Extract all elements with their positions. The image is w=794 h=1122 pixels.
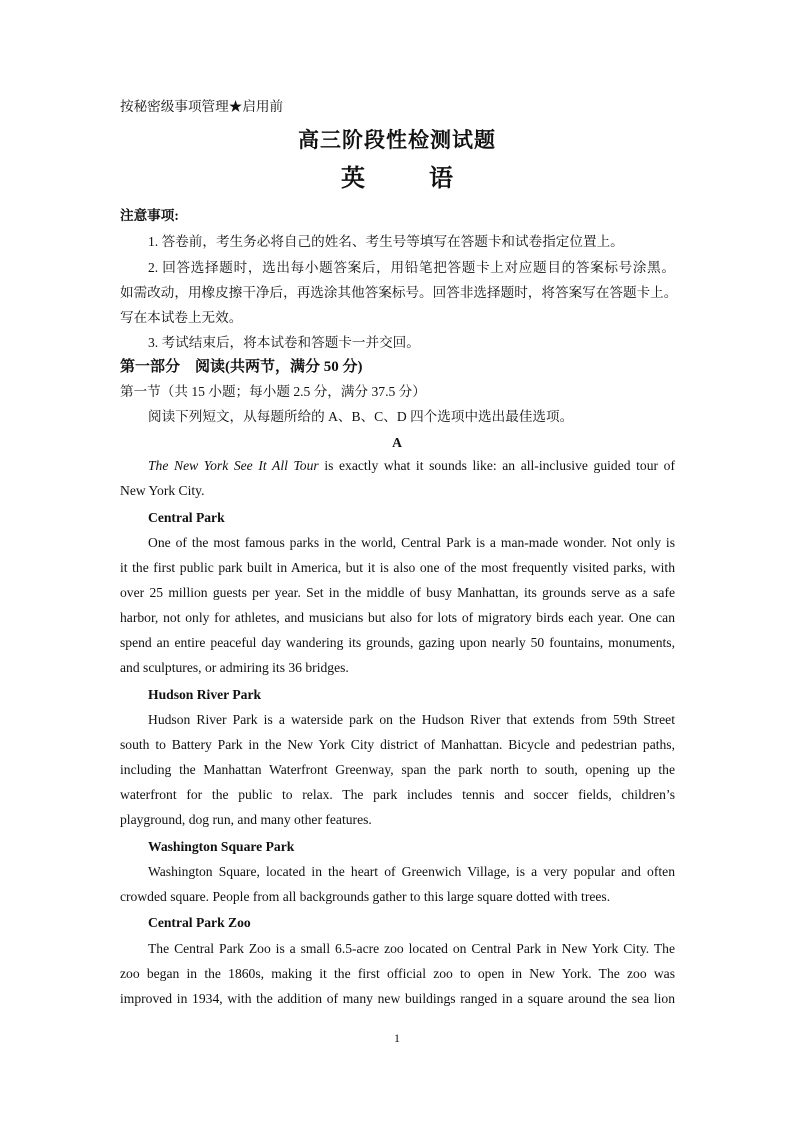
- zoo-line: The Central Park Zoo is a small 6.5-acre zoo located on Central Park in New York City. The: [148, 941, 675, 956]
- washington-line: crowded square. People from all backgrounds gather to this large square dotted with trees.: [120, 889, 611, 904]
- central-park-line: and sculptures, or admiring its 36 bridges.: [120, 660, 349, 675]
- notice-item-2-end: 写在本试卷上无效。: [120, 310, 243, 325]
- hudson-line: Hudson River Park is a waterside park on the Hudson River that extends from 59th Street: [148, 712, 675, 727]
- page-number: 1: [394, 1031, 400, 1045]
- central-park-line: One of the most famous parks in the world, Central Park is a man-made wonder. Not only is: [148, 535, 675, 550]
- notice-item-2-cont: 如需改动，用橡皮擦干净后，再选涂其他答案标号。回答非选择题时，将答案写在答题卡上。: [120, 285, 678, 300]
- passage-intro-line2: New York City.: [120, 483, 205, 498]
- washington-line: Washington Square, located in the heart of Greenwich Village, is a very popular and often: [148, 864, 675, 879]
- zoo-line: improved in 1934, with the addition of many new buildings ranged in a square around the sea lion: [120, 991, 675, 1006]
- passage-intro-line1: [148, 456, 675, 476]
- section-heading-washington-square: Washington Square Park: [148, 839, 295, 854]
- tour-name: The New York See It All Tour: [148, 458, 319, 473]
- notice-item-2: 2. 回答选择题时，选出每小题答案后，用铅笔把答题卡上对应题目的答案标号涂黑。: [148, 260, 675, 275]
- hudson-line: south to Battery Park in the New York City district of Manhattan. Bicycle and pedestrian paths,: [120, 737, 675, 752]
- confidential-note: 按秘密级事项管理★启用前: [120, 99, 284, 114]
- notice-item-3: 3. 考试结束后，将本试卷和答题卡一并交回。: [148, 335, 420, 350]
- hudson-line: playground, dog run, and many other features.: [120, 812, 372, 827]
- central-park-line: harbor, not only for athletes, and musicians but also for lots of migratory birds each year. One can: [120, 610, 675, 625]
- passage-label: A: [392, 435, 402, 450]
- subject-title: 英 语: [341, 166, 473, 192]
- notice-item-1: 1. 答卷前，考生务必将自己的姓名、考生号等填写在答题卡和试卷指定位置上。: [148, 234, 624, 249]
- central-park-line: over 25 million guests per year. Set in the middle of busy Manhattan, its grounds serve as a safe: [120, 585, 675, 600]
- hudson-line: including the Manhattan Waterfront Greenway, span the park north to south, opening up the: [120, 762, 675, 777]
- central-park-line: it the first public park built in America, but it is also one of the most frequently visited parks, with: [120, 560, 675, 575]
- intro-rest: is exactly what it sounds like: an all-inclusive guided tour of: [318, 458, 675, 473]
- reading-instruction: 阅读下列短文，从每题所给的 A、B、C、D 四个选项中选出最佳选项。: [148, 409, 574, 424]
- section-heading-hudson-river-park: Hudson River Park: [148, 687, 262, 702]
- zoo-line: zoo began in the 1860s, making it the first official zoo to open in New York. The zoo was: [120, 966, 675, 981]
- hudson-line: waterfront for the public to relax. The park includes tennis and soccer fields, children’s: [120, 787, 675, 802]
- central-park-line: spend an entire peaceful day wandering its grounds, gazing upon nearly 50 fountains, monuments,: [120, 635, 675, 650]
- notice-heading: 注意事项:: [120, 208, 179, 223]
- section-heading-central-park-zoo: Central Park Zoo: [148, 915, 251, 930]
- part1-heading: 第一部分 阅读(共两节，满分 50 分): [120, 359, 363, 375]
- section-heading-central-park: Central Park: [148, 510, 225, 525]
- exam-title: 高三阶段性检测试题: [298, 128, 496, 152]
- section1-heading: 第一节（共 15 小题；每小题 2.5 分，满分 37.5 分）: [120, 384, 426, 399]
